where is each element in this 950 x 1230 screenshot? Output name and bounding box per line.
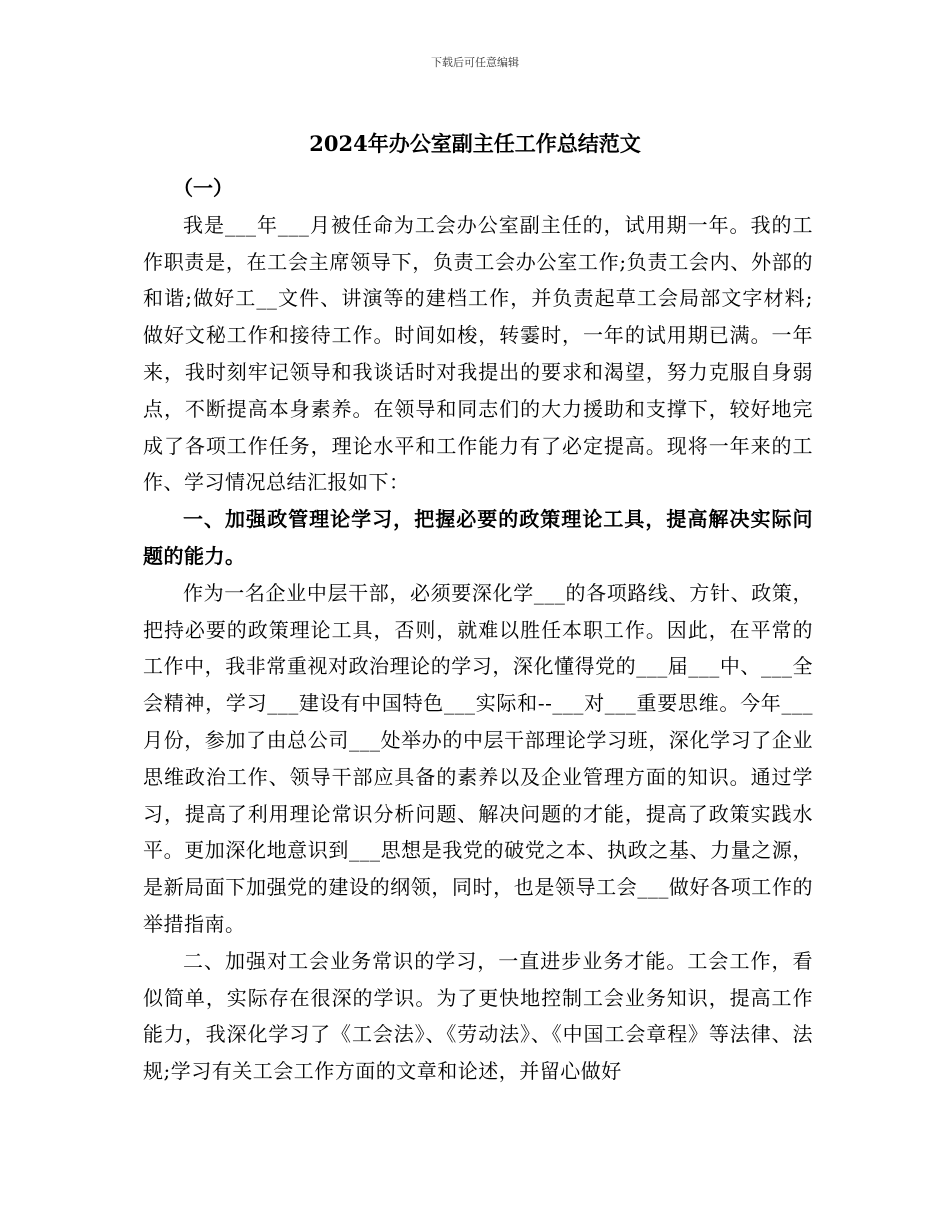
paragraph-section-two: 二、加强对工会业务常识的学习，一直进步业务才能。工会工作，看似简单，实际存在很深的学识。为了更快地控制工会业务知识，提高工作能力，我深化学习了《工会法》、《劳动法》、《中国工会章程》等法律、法规;学习有关工会工作方面的文章和论述，并留心做好 (143, 948, 813, 1084)
paragraph-section-one: 作为一名企业中层干部，必须要深化学___的各项路线、方针、政策，把持必要的政策理论工具，否则，就难以胜任本职工作。因此，在平常的工作中，我非常重视对政治理论的学习，深化懂得党的___届___中、___全会精神，学习___建设有中国特色___实际和--___对___重要思维。今年___月份，参加了由总公司___处举办的中层干部理论学习班，深化学习了企业思维政治工作、领导干部应具备的素养以及企业管理方面的知识。通过学习，提高了利用理论常识分析问题、解决问题的才能，提高了政策实践水平。更加深化地意识到___思想是我党的破党之本、执政之基、力量之源，是新局面下加强党的建设的纲领，同时，也是领导工会___做好各项工作的举措指南。 (143, 580, 813, 936)
document-body (143, 170, 813, 1090)
heading-section-one: 一、加强政管理论学习，把握必要的政策理论工具，提高解决实际问题的能力。 (143, 507, 813, 568)
section-label: （一） (173, 176, 233, 200)
paragraph-intro: 我是___年___月被任命为工会办公室副主任的，试用期一年。我的工作职责是，在工会主席领导下，负责工会办公室工作;负责工会内、外部的和谐;做好工__文件、讲演等的建档工作，并负责起草工会局部文字材料;做好文秘工作和接待工作。时间如梭，转霎时，一年的试用期已满。一年来，我时刻牢记领导和我谈话时对我提出的要求和渴望，努力克服自身弱点，不断提高本身素养。在领导和同志们的大力援助和支撑下，较好地完成了各项工作任务，理论水平和工作能力有了必定提高。现将一年来的工作、学习情况总结汇报如下： (143, 212, 813, 495)
header-note: 下载后可任意编辑 (431, 56, 519, 69)
document-title: 2024年办公室副主任工作总结范文 (309, 131, 641, 156)
